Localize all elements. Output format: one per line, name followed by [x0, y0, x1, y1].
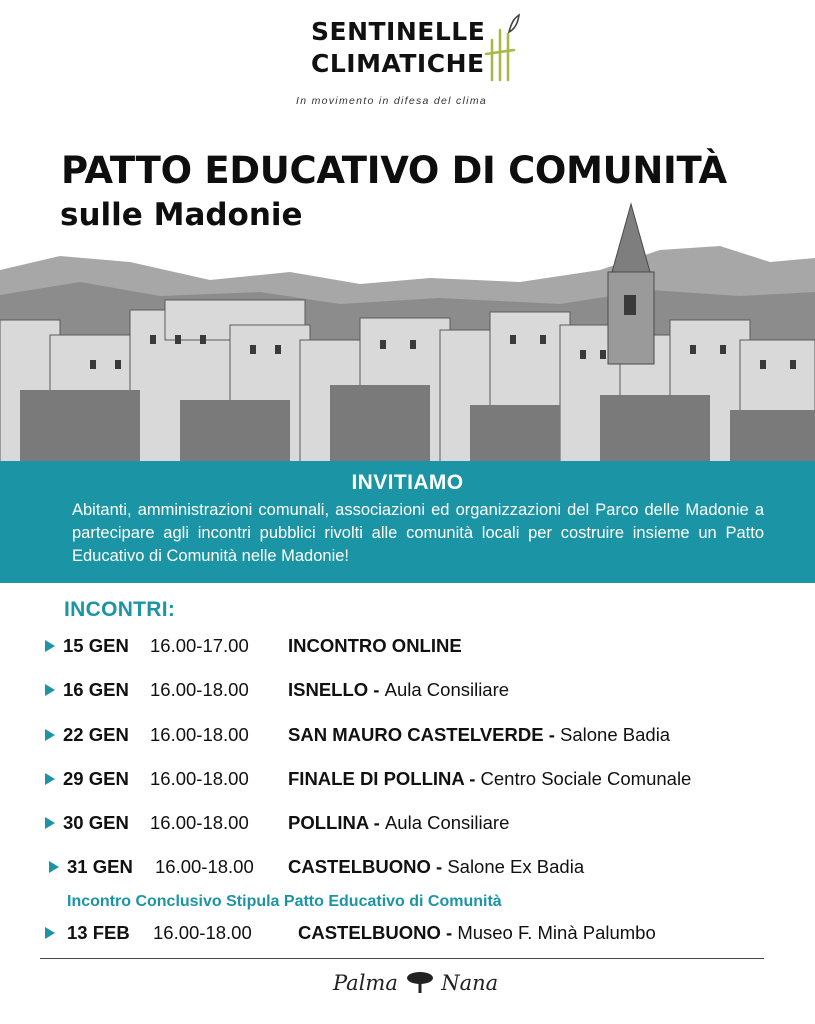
meeting-venue: Aula Consiliare — [384, 812, 510, 833]
meeting-place — [288, 768, 691, 790]
meeting-place-name: CASTELBUONO - — [288, 856, 443, 877]
list-item — [45, 722, 671, 748]
list-item — [45, 633, 462, 659]
meeting-time: 16.00-18.00 — [155, 856, 254, 877]
meeting-time: 16.00-18.00 — [150, 724, 249, 745]
play-arrow-icon — [45, 684, 55, 696]
logo — [311, 19, 485, 76]
meeting-place-name: ISNELLO - — [288, 679, 380, 700]
page-subtitle: sulle Madonie — [60, 197, 303, 233]
meeting-time: 16.00-17.00 — [150, 635, 249, 656]
meeting-venue: Salone Badia — [560, 724, 671, 745]
meeting-place — [288, 635, 462, 657]
meeting-date: 29 GEN — [63, 768, 129, 789]
play-arrow-icon — [45, 817, 55, 829]
meeting-venue: Aula Consiliare — [384, 679, 510, 700]
list-item — [45, 810, 510, 836]
reed-icon — [482, 12, 522, 84]
meeting-time: 16.00-18.00 — [150, 812, 249, 833]
footer-logo — [333, 970, 498, 995]
meeting-place — [288, 679, 509, 701]
palm-tree-icon — [405, 970, 435, 994]
final-meeting-item — [45, 920, 656, 946]
play-arrow-icon — [49, 861, 59, 873]
divider — [40, 958, 764, 959]
banner-heading: INVITIAMO — [351, 471, 464, 494]
meeting-venue: Salone Ex Badia — [447, 856, 585, 877]
meeting-date: 31 GEN — [67, 856, 133, 877]
meeting-place-name: FINALE DI POLLINA - — [288, 768, 476, 789]
meeting-place-name: CASTELBUONO - — [298, 922, 453, 943]
play-arrow-icon — [45, 773, 55, 785]
meeting-date: 15 GEN — [63, 635, 129, 656]
meeting-date: 16 GEN — [63, 679, 129, 700]
meeting-venue: Centro Sociale Comunale — [480, 768, 692, 789]
footer-logo-right: Nana — [441, 971, 499, 995]
list-item — [45, 766, 692, 792]
meeting-place-name: INCONTRO ONLINE — [288, 635, 462, 656]
play-arrow-icon — [45, 927, 55, 939]
meeting-venue: Museo F. Minà Palumbo — [457, 922, 656, 943]
meeting-time: 16.00-18.00 — [150, 768, 249, 789]
meeting-place-name: POLLINA - — [288, 812, 380, 833]
meetings-heading: INCONTRI: — [64, 598, 176, 621]
meeting-date: 30 GEN — [63, 812, 129, 833]
logo-line-2: CLIMATICHE — [311, 49, 485, 78]
meeting-place — [288, 856, 584, 878]
meeting-place — [298, 922, 656, 944]
footer-logo-left: Palma — [333, 971, 398, 995]
logo-line-1: SENTINELLE — [311, 17, 486, 46]
meeting-time: 16.00-18.00 — [153, 922, 252, 943]
page-title: PATTO EDUCATIVO DI COMUNITÀ — [61, 149, 727, 192]
town-photo — [0, 197, 815, 462]
meeting-place — [288, 812, 509, 834]
meeting-time: 16.00-18.00 — [150, 679, 249, 700]
conclusive-meeting-label: Incontro Conclusivo Stipula Patto Educativo di Comunità — [67, 893, 502, 910]
banner-body: Abitanti, amministrazioni comunali, associazioni ed organizzazioni del Parco delle Madonie a partecipare agli incontri pubblici rivolti alle comunità locali per costruire insieme un Patto Educativo di Comunità nelle Madonie! — [72, 501, 764, 565]
play-arrow-icon — [45, 729, 55, 741]
meeting-place — [288, 724, 670, 746]
list-item — [49, 854, 585, 880]
list-item — [45, 677, 510, 703]
meeting-place-name: SAN MAURO CASTELVERDE - — [288, 724, 555, 745]
invitation-banner — [0, 461, 815, 583]
meeting-date: 13 FEB — [67, 922, 130, 943]
logo-tagline: In movimento in difesa del clima — [296, 95, 487, 107]
play-arrow-icon — [45, 640, 55, 652]
meeting-date: 22 GEN — [63, 724, 129, 745]
